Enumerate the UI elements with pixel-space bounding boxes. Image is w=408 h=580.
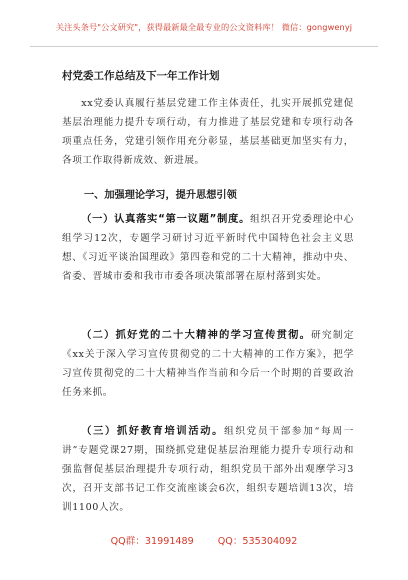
paragraph-item-2 <box>62 326 354 402</box>
section-heading-1: 一、加强理论学习，提升思想引领 <box>84 190 237 201</box>
footer-qq: QQ：535304092 <box>217 536 298 547</box>
item-3-lead: （三）抓好教育培训活动。 <box>81 426 225 437</box>
paragraph-item-1 <box>62 210 354 286</box>
item-1-lead: （一）认真落实“第一议题”制度。 <box>81 214 251 225</box>
document-title: 村党委工作总结及下一年工作计划 <box>62 70 220 82</box>
intro-paragraph: xx党委认真履行基层党建工作主体责任，扎实开展抓党建促基层治理能力提升专项行动，有力推进了基层党建和专项行动各项重点任务，党建引领作用充分彰显，基层基础更加坚实有力，各项工作取得新成效、新进展。 <box>62 98 354 166</box>
footer-qq-group: QQ群：31991489 <box>110 536 194 547</box>
header-divider <box>30 46 378 47</box>
item-2-lead: （二）抓好党的二十大精神的学习宣传贯彻。 <box>81 330 312 341</box>
item-3-text: 组织党员干部参加“每周一讲”专题党课27期，围绕抓党建促基层治理能力提升专项行动和强监督促基层治理提升专项行动，组织党员干部外出观摩学习3次，召开支部书记工作交流座谈会6次，组织专题培训13次，培训1100人次。 <box>62 426 354 513</box>
item-1-text: 组织召开党委理论中心组学习12次，专题学习研讨习近平新时代中国特色社会主义思想、《习近平谈治国理政》第四卷和党的二十大精神，推动中央、省委、晋城市委和我市市委各项决策部署在原村落到实处。 <box>62 214 354 282</box>
item-2-text: 研究制定《xx关于深入学习宣传贯彻党的二十大精神的工作方案》，把学习宣传贯彻党的二十大精神当作当前和今后一个时期的首要政治任务来抓。 <box>62 330 354 398</box>
paragraph-item-3 <box>62 422 354 517</box>
header-banner: 关注头条号"公文研究"，获得最新最全最专业的公文资料库！ 微信：gongwenyj <box>55 22 353 32</box>
footer-contact <box>0 533 408 547</box>
